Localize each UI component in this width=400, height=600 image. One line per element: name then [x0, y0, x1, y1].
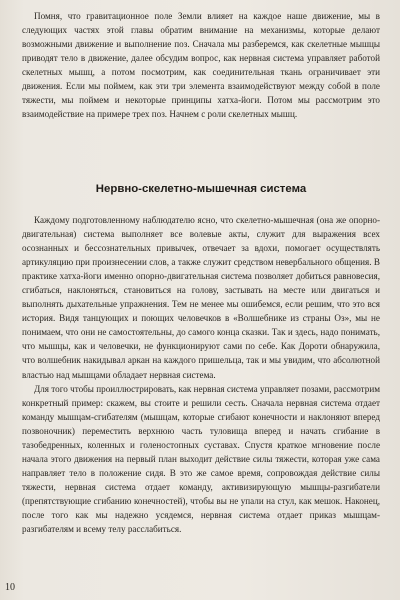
page-number: 10: [5, 582, 15, 593]
intro-paragraph: Помня, что гравитационное поле Земли влияет на каждое наше движение, мы в следующих частях этой главы обратим внимание на механизмы, которые делают возможными движение и выполнение поз. Сначала мы разберемся, как скелетные мышцы приводят тело в движение, далее обсудим вопрос, как нервная система управляет работой скелетных мышц, а потом посмотрим, как соединительная ткань ограничивает эти движения. Если мы поймем, как эти три элемента взаимодействуют между собой в поле тяжести, мы поймем и некоторые принципы хатха-йоги. Потом мы рассмотрим это взаимодействие на примере трех поз. Начнем с роли скелетных мышц.: [22, 11, 380, 120]
intro-text-block: [22, 9, 380, 121]
body-paragraph: Каждому подготовленному наблюдателю ясно, что скелетно-мышечная (она же опорно-двигательная) система выполняет все волевые акты, служит для выражения всех осознанных и бессознательных привычек, отвечает за вдохи, помогает осуществлять артикуляцию при произнесении слов, а также служит средством невербального общения. В практике хатха-йоги именно опорно-двигательная система позволяет добиться равновесия, сгибаться, наклоняться, становиться на голову, застывать на месте или двигаться и выполнять дыхательные упражнения. Тем не менее мы ошибемся, если решим, что это вся история. Видя танцующих и поющих человечков в «Волшебнике из страны Оз», мы не понимаем, что они не самостоятельны, до самого конца сказки. Так и здесь, надо понимать, что мышцы, как и человечки, не функционируют сами по себе. Как Дороти обнаружила, что волшебник накидывал аркан на каждого пришельца, так и мы увидим, что абсолютной властью над мышцами обладает нервная система.: [22, 215, 380, 380]
section-body: [22, 213, 380, 536]
section-heading: Нервно-скелетно-мышечная система: [95, 183, 307, 195]
body-paragraph: Для того чтобы проиллюстрировать, как нервная система управляет позами, рассмотрим конкретный пример: скажем, вы стоите и решили сесть. Сначала нервная система отдает команду мышцам-сгибателям (мышцам, которые сгибают конечности и наклоняют вперед позвоночник) переместить верхнюю часть туловища вперед и начать сгибание в тазобедренных, коленных и голеностопных суставах. Спустя краткое мгновение после начала этого движения на первый план выходит действие силы тяжести, которая уже сама направляет тело в положение сидя. В это же самое время, сопровождая действие силы тяжести, нервная система отдает команду, активизирующую мышцы-разгибатели (препятствующие сгибанию конечностей), чтобы вы не упали на стул, как мешок. Наконец, после того как мы надежно усядемся, нервная система отдает приказ мышцам-разгибателям и всему телу расслабиться.: [22, 383, 380, 535]
